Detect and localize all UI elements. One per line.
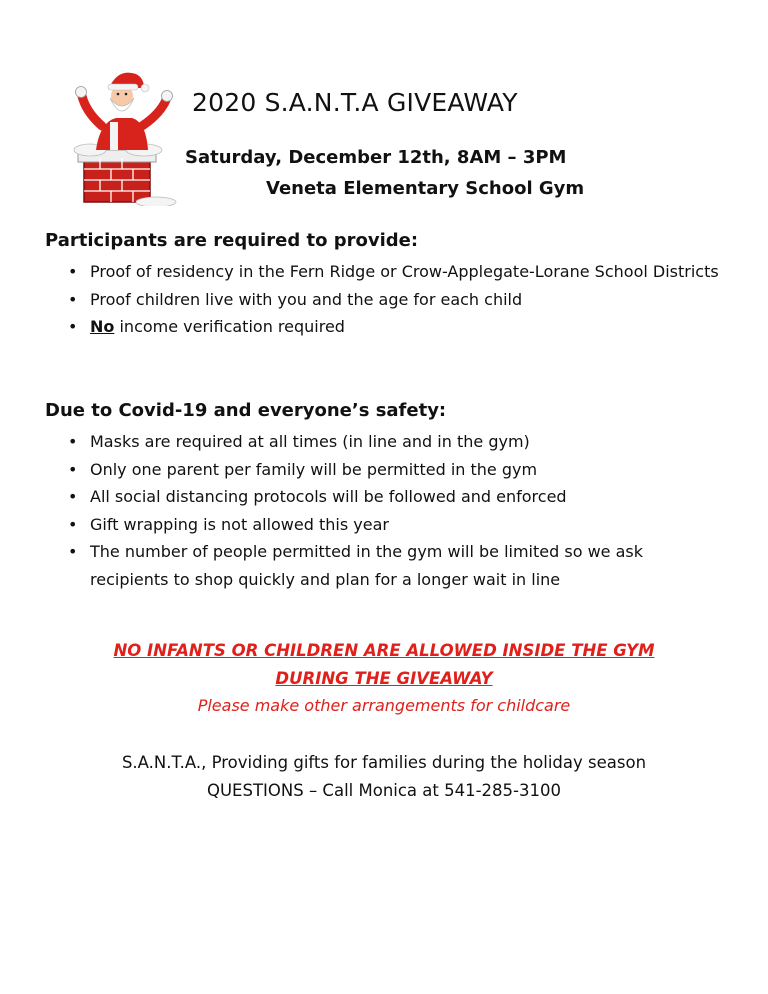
event-venue: Veneta Elementary School Gym — [266, 178, 585, 199]
list-item: • All social distancing protocols will be followed and enforced — [64, 483, 724, 511]
covid-list — [64, 428, 724, 593]
list-item: • The number of people permitted in the gym will be limited so we ask recipients to shop quickly and plan for a longer wait in line — [64, 538, 724, 593]
event-date: Saturday, December 12th, 8AM – 3PM — [185, 147, 567, 168]
list-item: • Proof of residency in the Fern Ridge or Crow-Applegate-Lorane School Districts — [64, 258, 724, 286]
requirements-heading: Participants are required to provide: — [45, 230, 419, 251]
no-children-notice: NO INFANTS OR CHILDREN ARE ALLOWED INSIDE THE GYM — [113, 641, 655, 660]
footer-contact: QUESTIONS – Call Monica at 541-285-3100 — [206, 781, 561, 800]
list-item-text: income verification required — [114, 317, 345, 336]
santa-chimney-icon — [70, 66, 178, 206]
page-title: 2020 S.A.N.T.A GIVEAWAY — [192, 88, 518, 117]
emphasis-no: No — [90, 317, 115, 336]
childcare-note: Please make other arrangements for childcare — [197, 696, 571, 715]
list-item: • Proof children live with you and the age for each child — [64, 286, 724, 314]
list-item: • Masks are required at all times (in line and in the gym) — [64, 428, 724, 456]
footer-tagline: S.A.N.T.A., Providing gifts for families during the holiday season — [121, 753, 647, 772]
list-item — [64, 313, 724, 341]
covid-heading: Due to Covid-19 and everyone’s safety: — [45, 400, 447, 421]
requirements-list — [64, 258, 724, 341]
list-item: • Gift wrapping is not allowed this year — [64, 511, 724, 539]
no-children-notice-line2: DURING THE GIVEAWAY — [275, 669, 493, 688]
list-item: • Only one parent per family will be permitted in the gym — [64, 456, 724, 484]
